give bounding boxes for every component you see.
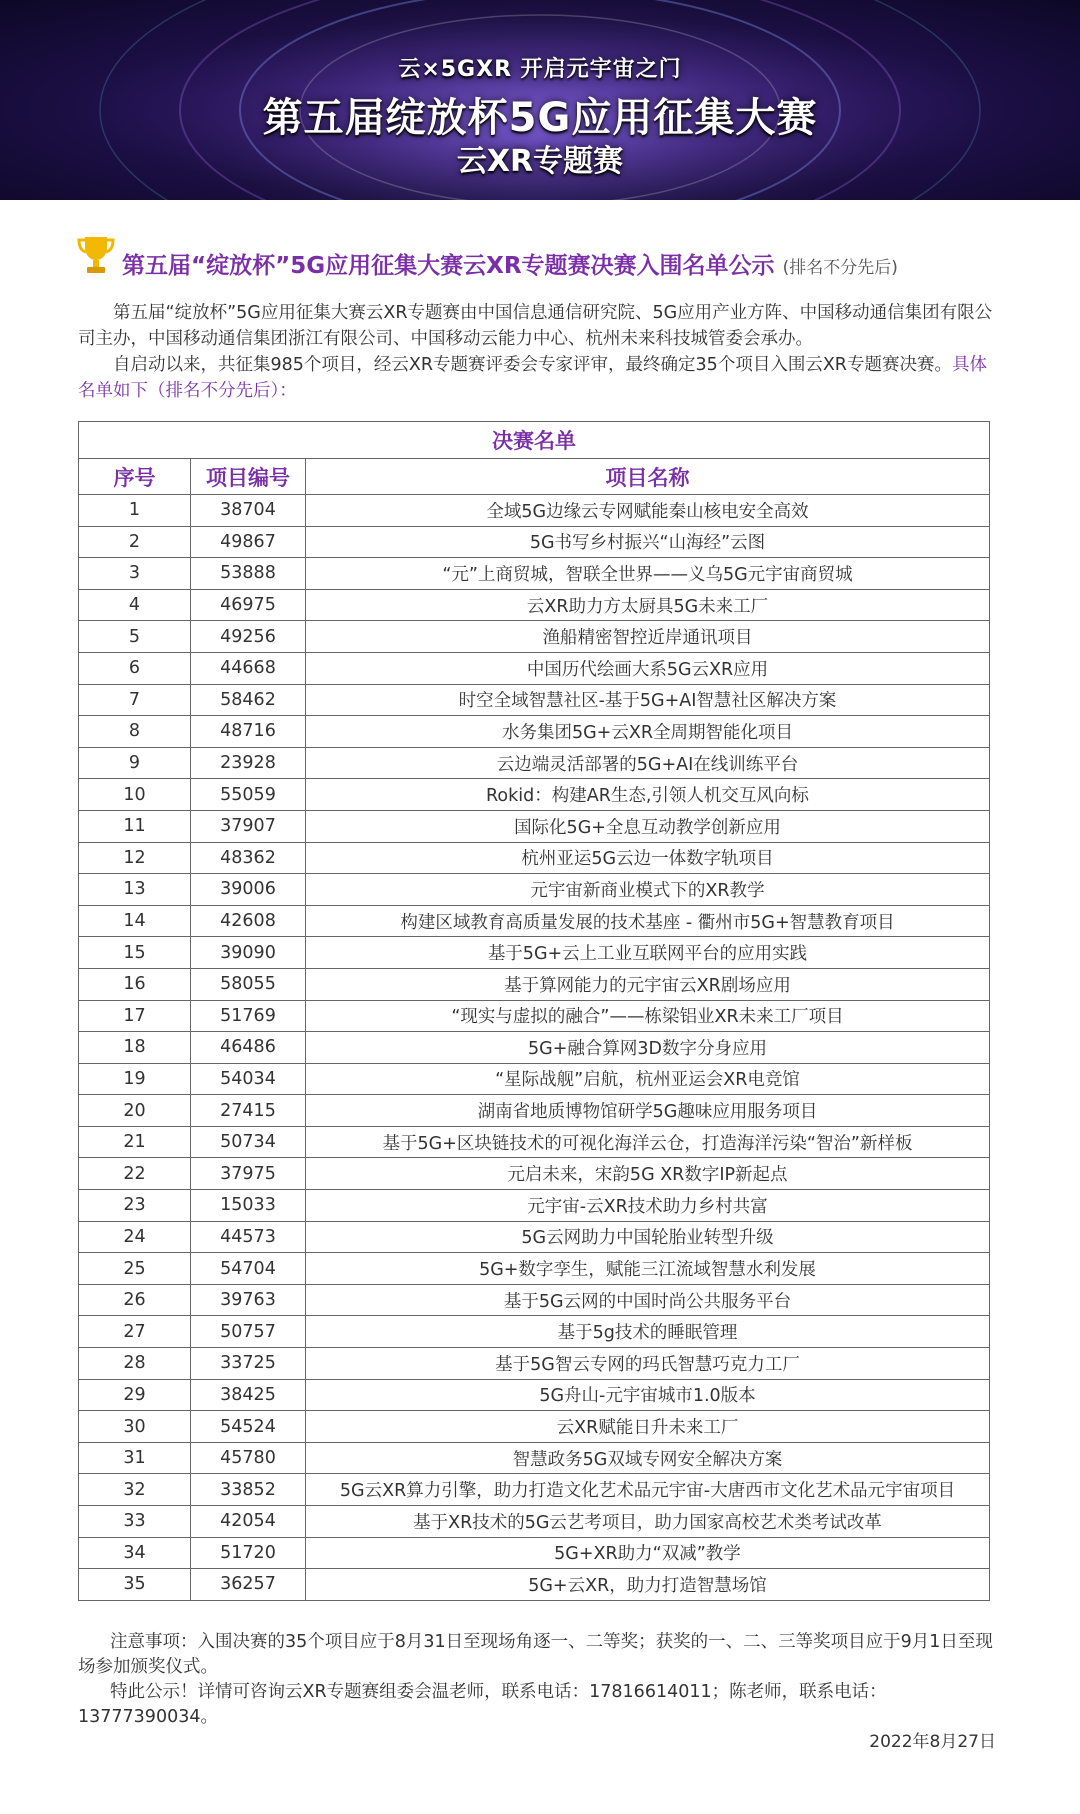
cell-project-id: 38704 (191, 495, 306, 527)
cell-project-name: 元宇宙-云XR技术助力乡村共富 (306, 1190, 990, 1222)
table-row (79, 1474, 990, 1506)
table-row (79, 1348, 990, 1380)
cell-index: 3 (79, 558, 191, 590)
cell-project-id: 54704 (191, 1253, 306, 1285)
cell-project-name: 基于5G+区块链技术的可视化海洋云仓，打造海洋污染“智治”新样板 (306, 1126, 990, 1158)
cell-index: 1 (79, 495, 191, 527)
cell-project-id: 50734 (191, 1126, 306, 1158)
cell-project-id: 48362 (191, 842, 306, 874)
banner-title: 第五届绽放杯5G应用征集大赛 (262, 95, 818, 141)
cell-index: 21 (79, 1126, 191, 1158)
cell-index: 6 (79, 652, 191, 684)
cell-index: 16 (79, 968, 191, 1000)
banner-subtitle: 云XR专题赛 (456, 144, 624, 179)
cell-project-id: 36257 (191, 1569, 306, 1601)
cell-project-id: 45780 (191, 1442, 306, 1474)
cell-index: 10 (79, 779, 191, 811)
cell-project-id: 33852 (191, 1474, 306, 1506)
table-row (79, 652, 990, 684)
cell-index: 17 (79, 1000, 191, 1032)
cell-project-name: 水务集团5G+云XR全周期智能化项目 (306, 716, 990, 748)
cell-project-id: 44668 (191, 652, 306, 684)
cell-project-id: 39090 (191, 937, 306, 969)
table-row (79, 1284, 990, 1316)
table-caption: 决赛名单 (79, 422, 990, 459)
cell-project-name: 云XR赋能日升未来工厂 (306, 1411, 990, 1443)
table-row (79, 1569, 990, 1601)
intro-paragraph-2 (78, 352, 998, 404)
table-row (79, 526, 990, 558)
cell-project-name: 杭州亚运5G云边一体数字轨项目 (306, 842, 990, 874)
table-row (79, 716, 990, 748)
intro-paragraph-1: 第五届“绽放杯”5G应用征集大赛云XR专题赛由中国信息通信研究院、5G应用产业方阵、中国移动通信集团有限公司主办，中国移动通信集团浙江有限公司、中国移动云能力中心、杭州未来科技城管委会承办。 (78, 303, 993, 349)
cell-index: 2 (79, 526, 191, 558)
cell-index: 19 (79, 1063, 191, 1095)
header-project-id: 项目编号 (191, 459, 306, 495)
cell-project-name: 5G+融合算网3D数字分身应用 (306, 1032, 990, 1064)
cell-index: 11 (79, 810, 191, 842)
header-project-name: 项目名称 (306, 459, 990, 495)
cell-index: 27 (79, 1316, 191, 1348)
cell-project-name: “星际战舰”启航，杭州亚运会XR电竞馆 (306, 1063, 990, 1095)
banner-slogan: 云×5GXR 开启元宇宙之门 (398, 57, 682, 82)
header-banner (0, 0, 1080, 200)
cell-index: 30 (79, 1411, 191, 1443)
cell-index: 24 (79, 1221, 191, 1253)
cell-index: 33 (79, 1506, 191, 1538)
cell-project-name: “元”上商贸城，智联全世界——义乌5G元宇宙商贸城 (306, 558, 990, 590)
trophy-icon (76, 234, 116, 276)
table-row (79, 684, 990, 716)
announcement-title-note: (排名不分先后) (782, 258, 898, 278)
cell-index: 35 (79, 1569, 191, 1601)
cell-project-id: 39763 (191, 1284, 306, 1316)
cell-project-name: 5G+XR助力“双减”教学 (306, 1537, 990, 1569)
cell-index: 31 (79, 1442, 191, 1474)
cell-project-name: 国际化5G+全息互动教学创新应用 (306, 810, 990, 842)
table-row (79, 1190, 990, 1222)
table-row (79, 1032, 990, 1064)
notes-section (78, 1630, 998, 1730)
table-row (79, 968, 990, 1000)
table-row (79, 558, 990, 590)
notes-attention: 注意事项：入围决赛的35个项目应于8月31日至现场角逐一、二等奖；获奖的一、二、三等奖项目应于9月1日至现场参加颁奖仪式。 (78, 1632, 993, 1677)
cell-project-name: 全域5G边缘云专网赋能秦山核电安全高效 (306, 495, 990, 527)
cell-project-id: 53888 (191, 558, 306, 590)
cell-index: 29 (79, 1379, 191, 1411)
table-row (79, 1442, 990, 1474)
cell-project-name: 基于5G+云上工业互联网平台的应用实践 (306, 937, 990, 969)
cell-project-name: 元启未来，宋韵5G XR数字IP新起点 (306, 1158, 990, 1190)
cell-project-name: 5G+数字孪生，赋能三江流域智慧水利发展 (306, 1253, 990, 1285)
cell-project-name: 基于5G云网的中国时尚公共服务平台 (306, 1284, 990, 1316)
cell-project-id: 37975 (191, 1158, 306, 1190)
cell-project-id: 44573 (191, 1221, 306, 1253)
table-row (79, 1253, 990, 1285)
cell-project-name: 基于XR技术的5G云艺考项目，助力国家高校艺术类考试改革 (306, 1506, 990, 1538)
cell-index: 14 (79, 905, 191, 937)
table-body (79, 495, 990, 1601)
table-row (79, 1126, 990, 1158)
table-row (79, 1537, 990, 1569)
table-row (79, 1063, 990, 1095)
cell-project-name: 5G云XR算力引擎，助力打造文化艺术品元宇宙-大唐西市文化艺术品元宇宙项目 (306, 1474, 990, 1506)
table-row (79, 842, 990, 874)
cell-project-name: 元宇宙新商业模式下的XR教学 (306, 874, 990, 906)
cell-project-id: 58462 (191, 684, 306, 716)
cell-project-name: 湖南省地质博物馆研学5G趣味应用服务项目 (306, 1095, 990, 1127)
cell-project-id: 49256 (191, 621, 306, 653)
table-row (79, 874, 990, 906)
table-row (79, 810, 990, 842)
cell-index: 23 (79, 1190, 191, 1222)
cell-project-name: 5G云网助力中国轮胎业转型升级 (306, 1221, 990, 1253)
cell-index: 12 (79, 842, 191, 874)
cell-index: 8 (79, 716, 191, 748)
cell-project-name: 5G书写乡村振兴“山海经”云图 (306, 526, 990, 558)
table-row (79, 1506, 990, 1538)
cell-project-id: 39006 (191, 874, 306, 906)
cell-index: 20 (79, 1095, 191, 1127)
cell-project-name: 中国历代绘画大系5G云XR应用 (306, 652, 990, 684)
cell-project-id: 55059 (191, 779, 306, 811)
cell-index: 5 (79, 621, 191, 653)
cell-index: 13 (79, 874, 191, 906)
cell-project-id: 50757 (191, 1316, 306, 1348)
announcement-title-text: 第五届“绽放杯”5G应用征集大赛云XR专题赛决赛入围名单公示 (122, 253, 775, 279)
cell-project-name: 基于5G智云专网的玛氏智慧巧克力工厂 (306, 1348, 990, 1380)
cell-project-id: 51769 (191, 1000, 306, 1032)
cell-project-id: 49867 (191, 526, 306, 558)
cell-project-id: 54034 (191, 1063, 306, 1095)
table-row (79, 1379, 990, 1411)
cell-index: 34 (79, 1537, 191, 1569)
intro-paragraph-2-text: 自启动以来，共征集985个项目，经云XR专题赛评委会专家评审，最终确定35个项目入围云XR专题赛决赛。 (113, 355, 952, 375)
cell-project-id: 37907 (191, 810, 306, 842)
cell-project-id: 48716 (191, 716, 306, 748)
cell-project-name: 智慧政务5G双域专网安全解决方案 (306, 1442, 990, 1474)
intro-list-lead: 具体名单如下（排名不分先后）： (78, 355, 987, 401)
notes-contact: 特此公示！详情可咨询云XR专题赛组委会温老师，联系电话：17816614011；陈老师，联系电话：13777390034。 (78, 1682, 887, 1727)
cell-project-id: 46975 (191, 589, 306, 621)
finalist-table (78, 421, 990, 1601)
table-row (79, 1411, 990, 1443)
cell-index: 22 (79, 1158, 191, 1190)
cell-project-name: 构建区域教育高质量发展的技术基座 - 衢州市5G+智慧教育项目 (306, 905, 990, 937)
cell-index: 18 (79, 1032, 191, 1064)
cell-project-name: 时空全域智慧社区-基于5G+AI智慧社区解决方案 (306, 684, 990, 716)
cell-project-id: 42608 (191, 905, 306, 937)
cell-project-id: 58055 (191, 968, 306, 1000)
cell-index: 9 (79, 747, 191, 779)
cell-project-name: “现实与虚拟的融合”——栋梁铝业XR未来工厂项目 (306, 1000, 990, 1032)
cell-project-id: 23928 (191, 747, 306, 779)
publish-date: 2022年8月27日 (869, 1732, 996, 1752)
cell-index: 7 (79, 684, 191, 716)
cell-index: 28 (79, 1348, 191, 1380)
cell-project-id: 15033 (191, 1190, 306, 1222)
cell-project-name: 云XR助力方太厨具5G未来工厂 (306, 589, 990, 621)
cell-project-name: 基于算网能力的元宇宙云XR剧场应用 (306, 968, 990, 1000)
cell-project-id: 38425 (191, 1379, 306, 1411)
cell-project-id: 54524 (191, 1411, 306, 1443)
table-row (79, 747, 990, 779)
table-row (79, 1221, 990, 1253)
table-row (79, 779, 990, 811)
cell-project-id: 27415 (191, 1095, 306, 1127)
table-row (79, 905, 990, 937)
cell-project-id: 51720 (191, 1537, 306, 1569)
cell-project-name: 渔船精密智控近岸通讯项目 (306, 621, 990, 653)
cell-project-name: 5G舟山-元宇宙城市1.0版本 (306, 1379, 990, 1411)
cell-project-id: 33725 (191, 1348, 306, 1380)
table-row (79, 1000, 990, 1032)
table-row (79, 1158, 990, 1190)
table-row (79, 495, 990, 527)
table-row (79, 589, 990, 621)
cell-index: 26 (79, 1284, 191, 1316)
intro-paragraphs (78, 300, 998, 404)
cell-project-id: 42054 (191, 1506, 306, 1538)
cell-index: 32 (79, 1474, 191, 1506)
cell-index: 4 (79, 589, 191, 621)
cell-index: 25 (79, 1253, 191, 1285)
table-row (79, 937, 990, 969)
table-row (79, 1316, 990, 1348)
cell-project-id: 46486 (191, 1032, 306, 1064)
table-row (79, 1095, 990, 1127)
cell-project-name: Rokid：构建AR生态,引领人机交互风向标 (306, 779, 990, 811)
cell-project-name: 5G+云XR，助力打造智慧场馆 (306, 1569, 990, 1601)
cell-project-name: 基于5g技术的睡眠管理 (306, 1316, 990, 1348)
cell-project-name: 云边端灵活部署的5G+AI在线训练平台 (306, 747, 990, 779)
header-index: 序号 (79, 459, 191, 495)
table-row (79, 621, 990, 653)
announcement-title (122, 247, 898, 280)
cell-index: 15 (79, 937, 191, 969)
